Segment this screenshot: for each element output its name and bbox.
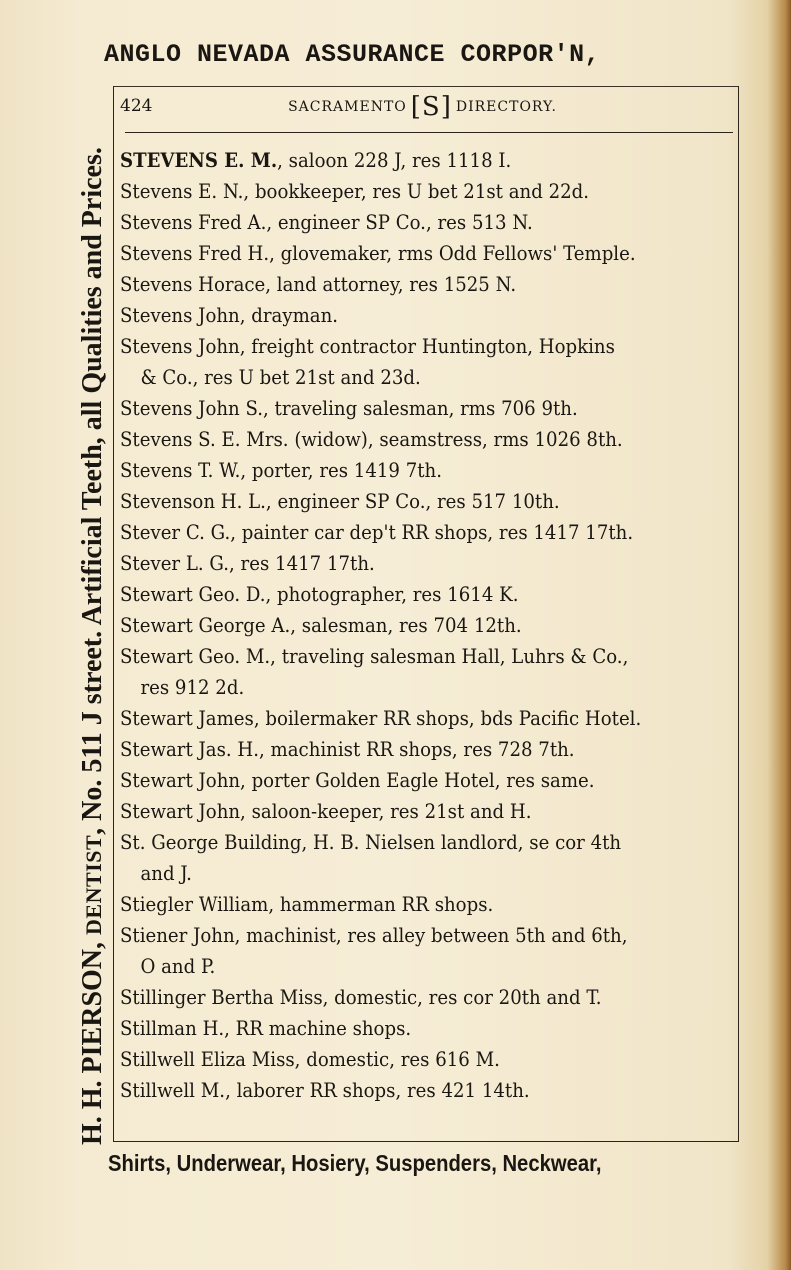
section-letter: [S] xyxy=(410,92,452,122)
directory-entry: Stewart Geo. D., photographer, res 1614 K. xyxy=(120,583,519,606)
directory-entry: STEVENS E. M., saloon 228 J, res 1118 I. xyxy=(120,149,512,172)
directory-entry: Stevens T. W., porter, res 1419 7th. xyxy=(120,459,442,482)
directory-entry: Stevens John, freight contractor Huntington, Hopkins & Co., res U bet 21st and 23d. xyxy=(120,335,615,389)
directory-entry: Stewart George A., salesman, res 704 12th. xyxy=(120,614,522,637)
directory-entry: Stewart Jas. H., machinist RR shops, res 728 7th. xyxy=(120,738,575,761)
header-rule xyxy=(125,132,733,133)
directory-entry: Stewart James, boilermaker RR shops, bds Pacific Hotel. xyxy=(120,707,642,730)
directory-entry: Stillinger Bertha Miss, domestic, res cor 20th and T. xyxy=(120,986,602,1009)
directory-entry: Stillwell M., laborer RR shops, res 421 14th. xyxy=(120,1079,530,1102)
directory-entry: Stever L. G., res 1417 17th. xyxy=(120,552,375,575)
running-header xyxy=(120,92,725,126)
directory-entry: Stevenson H. L., engineer SP Co., res 517 10th. xyxy=(120,490,560,513)
side-advertisement: H. H. PIERSON, DENTIST, No. 511 J street. Artificial Teeth, all Qualities and Prices. xyxy=(77,147,108,1145)
header-title: SACRAMENTO [S] DIRECTORY. xyxy=(288,92,557,122)
directory-entry: Stillwell Eliza Miss, domestic, res 616 M. xyxy=(120,1048,500,1071)
directory-entry: Stewart John, porter Golden Eagle Hotel, res same. xyxy=(120,769,595,792)
directory-entry: Stiegler William, hammerman RR shops. xyxy=(120,893,494,916)
directory-entry: Stillman H., RR machine shops. xyxy=(120,1017,412,1040)
directory-entry: Stewart John, saloon-keeper, res 21st and H. xyxy=(120,800,532,823)
directory-entry: St. George Building, H. B. Nielsen landlord, se cor 4th and J. xyxy=(120,831,622,885)
bottom-advertisement-banner: Shirts, Underwear, Hosiery, Suspenders, Neckwear, xyxy=(108,1150,602,1176)
directory-entry: Stevens E. N., bookkeeper, res U bet 21st and 22d. xyxy=(120,180,590,203)
directory-entry: Stever C. G., painter car dep't RR shops, res 1417 17th. xyxy=(120,521,634,544)
directory-entry: Stevens S. E. Mrs. (widow), seamstress, rms 1026 8th. xyxy=(120,428,623,451)
page-number: 424 xyxy=(120,96,153,116)
directory-entry: Stevens John, drayman. xyxy=(120,304,339,327)
directory-entry: Stevens Fred A., engineer SP Co., res 513 N. xyxy=(120,211,533,234)
directory-entries xyxy=(120,145,735,1106)
directory-entry: Stiener John, machinist, res alley between 5th and 6th, O and P. xyxy=(120,924,628,978)
directory-entry: Stewart Geo. M., traveling salesman Hall, Luhrs & Co., res 912 2d. xyxy=(120,645,629,699)
directory-entry: Stevens Fred H., glovemaker, rms Odd Fellows' Temple. xyxy=(120,242,636,265)
top-advertisement-banner: ANGLO NEVADA ASSURANCE CORPOR'N, xyxy=(104,40,601,69)
directory-entry: Stevens John S., traveling salesman, rms 706 9th. xyxy=(120,397,578,420)
directory-entry: Stevens Horace, land attorney, res 1525 N. xyxy=(120,273,517,296)
